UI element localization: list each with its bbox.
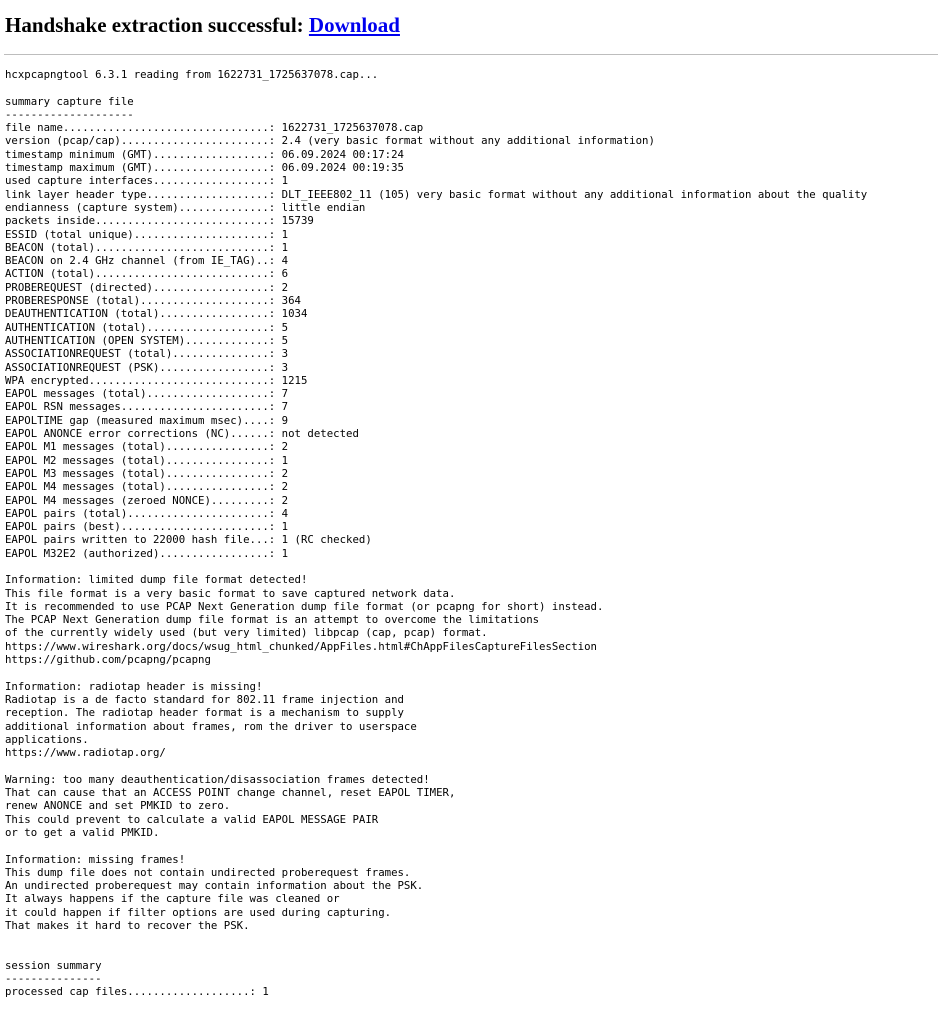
output-line: Information: missing frames!	[5, 852, 186, 866]
output-line: used capture interfaces..................: 1	[5, 174, 289, 188]
output-line: ---------------	[5, 972, 102, 986]
output-line: An undirected proberequest may contain information about the PSK.	[5, 879, 424, 893]
page-title	[5, 12, 400, 38]
output-line: EAPOL pairs (total)......................: 4	[5, 506, 289, 520]
output-line: PROBERESPONSE (total)....................: 364	[5, 294, 301, 308]
output-line: This dump file does not contain undirected proberequest frames.	[5, 865, 411, 879]
output-line: EAPOL pairs written to 22000 hash file...: 1 (RC checked)	[5, 533, 372, 547]
output-line: EAPOL ANONCE error corrections (NC)......: not detected	[5, 427, 359, 441]
output-line: session summary	[5, 958, 102, 972]
output-line: EAPOL pairs (best).......................: 1	[5, 520, 289, 534]
output-line: This could prevent to calculate a valid EAPOL MESSAGE PAIR	[5, 812, 379, 826]
output-line: DEAUTHENTICATION (total).................: 1034	[5, 307, 308, 321]
output-line: version (pcap/cap).......................: 2.4 (very basic format without any additional information)	[5, 134, 655, 148]
output-line: EAPOL RSN messages.......................: 7	[5, 400, 289, 414]
output-line: EAPOLTIME gap (measured maximum msec)....: 9	[5, 413, 289, 427]
output-line: link layer header type...................: DLT_IEEE802_11 (105) very basic format without any additional information about the quality	[5, 187, 868, 201]
output-line: It is recommended to use PCAP Next Generation dump file format (or pcapng for short) instead.	[5, 599, 604, 613]
output-line: --------------------	[5, 107, 134, 121]
output-line: The PCAP Next Generation dump file format is an attempt to overcome the limitations	[5, 613, 540, 627]
output-line: Information: radiotap header is missing!	[5, 679, 263, 693]
output-line: EAPOL M4 messages (total)................: 2	[5, 480, 289, 494]
output-line: timestamp minimum (GMT)..................: 06.09.2024 00:17:24	[5, 147, 404, 161]
output-line: BEACON on 2.4 GHz channel (from IE_TAG)..: 4	[5, 254, 289, 268]
output-line: of the currently widely used (but very limited) libpcap (cap, pcap) format.	[5, 626, 488, 640]
output-line: ASSOCIATIONREQUEST (total)...............: 3	[5, 347, 289, 361]
output-line: timestamp maximum (GMT)..................: 06.09.2024 00:19:35	[5, 161, 404, 175]
output-line: WPA encrypted............................: 1215	[5, 373, 308, 387]
download-link[interactable]: Download	[308, 13, 400, 37]
output-line: file name................................: 1622731_1725637078.cap	[5, 121, 424, 135]
output-line: Information: limited dump file format detected!	[5, 573, 308, 587]
output-line: EAPOL M2 messages (total)................: 1	[5, 453, 289, 467]
output-line: ESSID (total unique).....................: 1	[5, 227, 289, 241]
output-line: reception. The radiotap header format is a mechanism to supply	[5, 706, 404, 720]
output-line: endianness (capture system)..............: little endian	[5, 200, 366, 214]
output-line: ACTION (total)...........................: 6	[5, 267, 289, 281]
divider	[4, 54, 938, 55]
output-line: AUTHENTICATION (OPEN SYSTEM).............: 5	[5, 333, 289, 347]
output-line: https://github.com/pcapng/pcapng	[5, 653, 211, 667]
output-line: Radiotap is a de facto standard for 802.11 frame injection and	[5, 692, 404, 706]
output-line: hcxpcapngtool 6.3.1 reading from 1622731_1725637078.cap...	[5, 68, 379, 81]
output-line: AUTHENTICATION (total)...................: 5	[5, 320, 289, 334]
output-line: That can cause that an ACCESS POINT change channel, reset EAPOL TIMER,	[5, 786, 456, 800]
output-line: That makes it hard to recover the PSK.	[5, 919, 250, 932]
output-line: https://www.wireshark.org/docs/wsug_html_chunked/AppFiles.html#ChAppFilesCaptureFilesSection	[5, 639, 597, 653]
output-line: Warning: too many deauthentication/disassociation frames detected!	[5, 772, 430, 786]
output-line: renew ANONCE and set PMKID to zero.	[5, 799, 231, 813]
output-line: EAPOL M1 messages (total)................: 2	[5, 440, 289, 454]
output-line: it could happen if filter options are used during capturing.	[5, 905, 392, 919]
output-line: BEACON (total)...........................: 1	[5, 240, 289, 254]
output-line: packets inside...........................: 15739	[5, 214, 314, 228]
output-line: It always happens if the capture file was cleaned or	[5, 892, 340, 906]
title-text: Handshake extraction successful:	[5, 13, 309, 37]
output-line: EAPOL M3 messages (total)................: 2	[5, 466, 289, 480]
output-line: EAPOL M4 messages (zeroed NONCE).........: 2	[5, 493, 289, 507]
output-line: EAPOL messages (total)...................: 7	[5, 387, 289, 401]
output-line: EAPOL M32E2 (authorized).................: 1	[5, 546, 289, 560]
output-line: ASSOCIATIONREQUEST (PSK).................: 3	[5, 360, 289, 374]
output-line: or to get a valid PMKID.	[5, 825, 160, 839]
output-line: This file format is a very basic format to save captured network data.	[5, 586, 456, 600]
output-line: processed cap files...................: 1	[5, 985, 269, 999]
output-line: https://www.radiotap.org/	[5, 746, 166, 760]
output-line: applications.	[5, 732, 89, 746]
output-line: PROBEREQUEST (directed)..................: 2	[5, 280, 289, 294]
output-line: summary capture file	[5, 94, 134, 108]
output-line: additional information about frames, rom the driver to userspace	[5, 719, 417, 733]
tool-output	[5, 68, 867, 999]
